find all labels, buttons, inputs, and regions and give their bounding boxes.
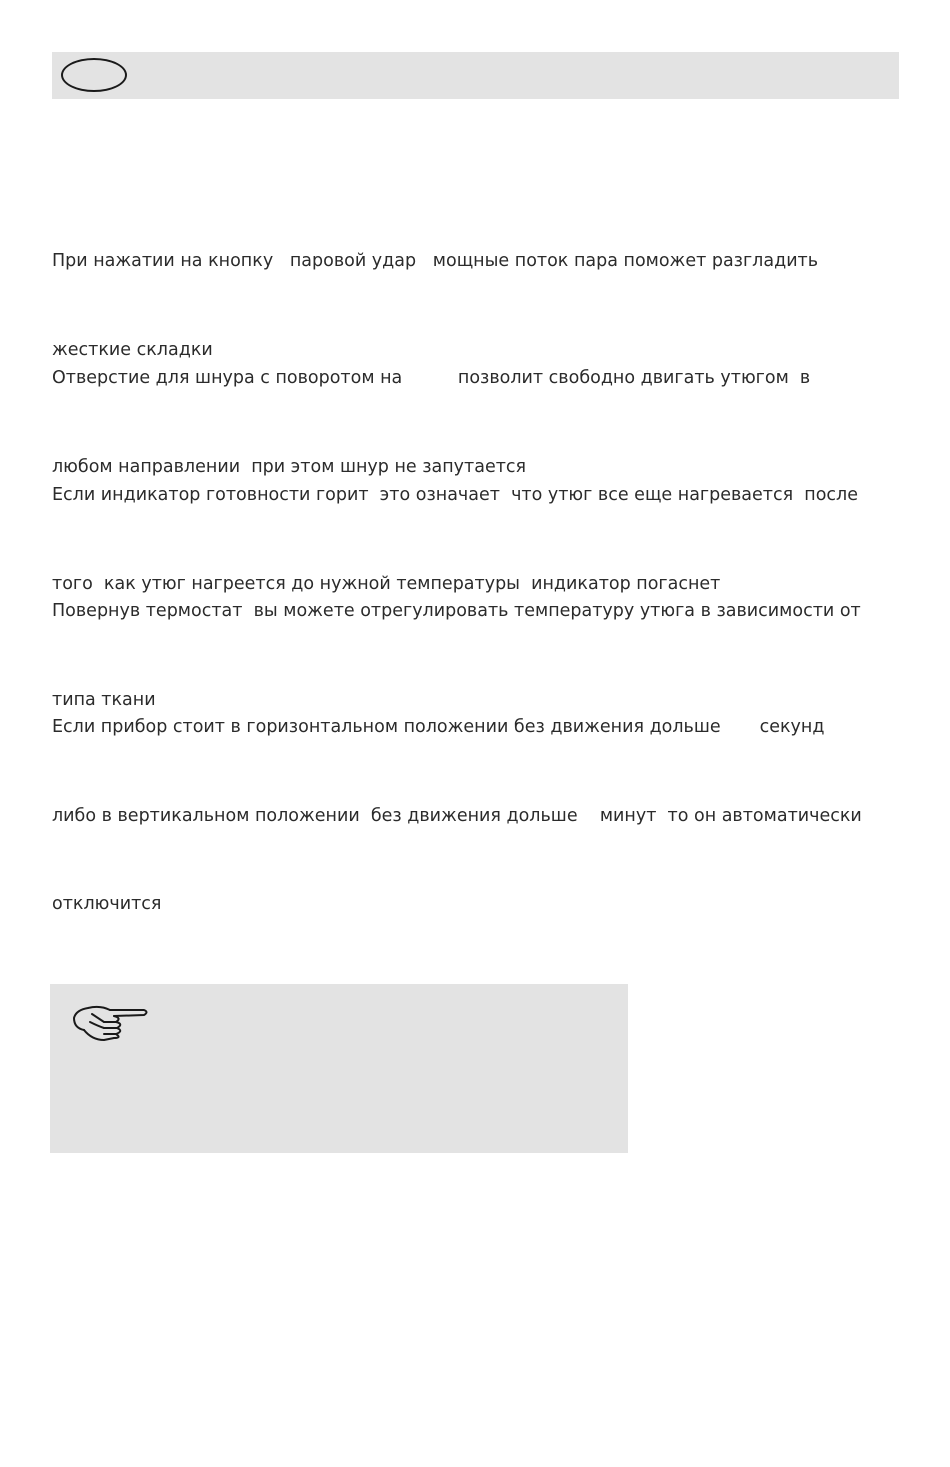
paragraph-line: Если прибор стоит в горизонтальном положении без движения дольше секунд — [52, 717, 825, 737]
paragraph-line: Если индикатор готовности горит это означает что утюг все еще нагревается после — [52, 485, 858, 505]
language-badge-icon — [61, 58, 127, 92]
header-bar — [52, 52, 899, 99]
paragraph-line: Отверстие для шнура с поворотом на позволит свободно двигать утюгом в — [52, 368, 811, 388]
paragraph-line: При нажатии на кнопку паровой удар мощные поток пара поможет разгладить — [52, 251, 819, 271]
paragraph-line: того как утюг нагреется до нужной температуры индикатор погаснет — [52, 573, 721, 594]
paragraph-line: Повернув термостат вы можете отрегулировать температуру утюга в зависимости от — [52, 601, 861, 621]
paragraph-line: либо в вертикальном положении без движения дольше минут то он автоматически — [52, 805, 862, 826]
paragraph-line: отключится — [52, 894, 162, 914]
pointing-hand-icon — [70, 1000, 152, 1044]
paragraph-line: типа ткани — [52, 689, 156, 710]
paragraph-line: жесткие складки — [52, 339, 213, 360]
paragraph-auto-shutoff — [52, 654, 902, 949]
paragraph-line: любом направлении при этом шнур не запутается — [52, 456, 527, 477]
